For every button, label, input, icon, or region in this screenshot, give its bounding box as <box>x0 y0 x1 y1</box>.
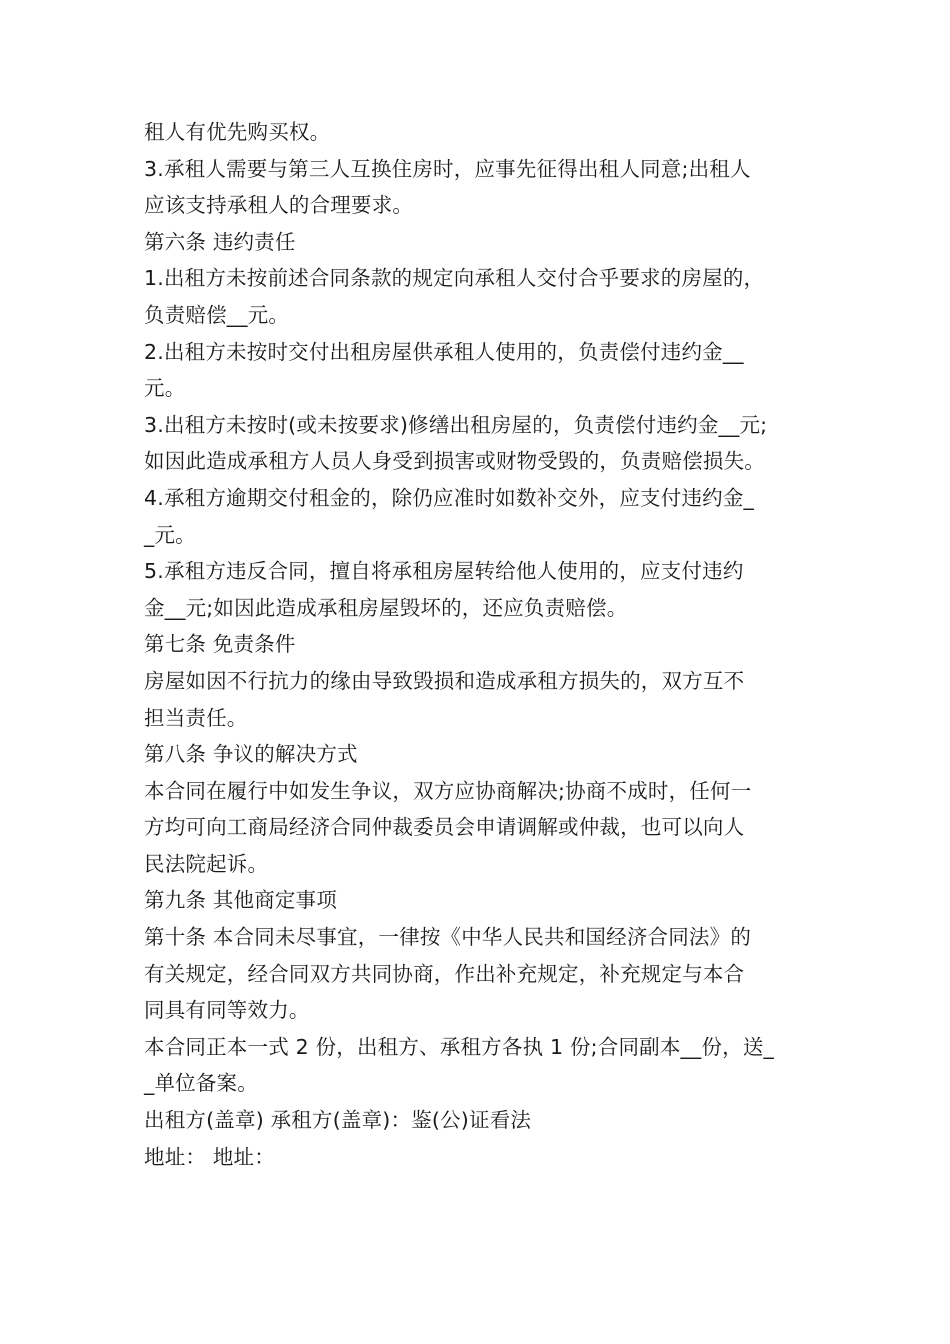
text-line: 应该支持承租人的合理要求。 <box>144 193 414 218</box>
text-line: 3.承租人需要与第三人互换住房时，应事先征得出租人同意;出租人 <box>144 156 751 181</box>
section-heading: 第九条 其他商定事项 <box>144 888 338 913</box>
section-heading: 第六条 违约责任 <box>144 229 296 254</box>
text-line: 本合同正本一式 2 份，出租方、承租方各执 1 份;合同副本__份，送_ <box>144 1034 775 1059</box>
text-line: 3.出租方未按时(或未按要求)修缮出租房屋的，负责偿付违约金__元; <box>144 412 768 437</box>
section-heading: 第八条 争议的解决方式 <box>144 742 358 767</box>
signature-line: 出租方(盖章) 承租方(盖章)：鉴(公)证看法 <box>144 1108 532 1133</box>
text-line: 负责赔偿__元。 <box>144 302 290 327</box>
text-line: 5.承租方违反合同，擅自将承租房屋转给他人使用的，应支付违约 <box>144 559 744 584</box>
text-line: _元。 <box>144 522 196 547</box>
text-line: 租人有优先购买权。 <box>144 120 331 144</box>
document-body <box>144 114 820 1175</box>
section-heading: 第七条 免责条件 <box>144 632 296 657</box>
text-line: 第十条 本合同未尽事宜，一律按《中华人民共和国经济合同法》的 <box>144 925 752 950</box>
text-line: _单位备案。 <box>144 1071 258 1096</box>
text-line: 4.承租方逾期交付租金的，除仍应准时如数补交外，应支付违约金_ <box>144 485 755 510</box>
text-line: 有关规定，经合同双方共同协商，作出补充规定，补充规定与本合 <box>144 961 745 986</box>
text-line: 如因此造成承租方人员人身受到损害或财物受毁的，负责赔偿损失。 <box>144 449 765 474</box>
text-line: 民法院起诉。 <box>144 851 269 876</box>
address-line: 地址： 地址： <box>144 1144 275 1169</box>
text-line: 担当责任。 <box>144 705 248 730</box>
text-line: 元。 <box>144 376 186 401</box>
text-line: 本合同在履行中如发生争议，双方应协商解决;协商不成时，任何一 <box>144 778 752 803</box>
text-line: 同具有同等效力。 <box>144 998 310 1023</box>
text-line: 金__元;如因此造成承租房屋毁坏的，还应负责赔偿。 <box>144 595 628 620</box>
text-line: 2.出租方未按时交付出租房屋供承租人使用的，负责偿付违约金__ <box>144 339 744 364</box>
text-line: 方均可向工商局经济合同仲裁委员会申请调解或仲裁，也可以向人 <box>144 815 745 840</box>
text-line: 房屋如因不行抗力的缘由导致毁损和造成承租方损失的，双方互不 <box>144 668 745 693</box>
text-line: 1.出租方未按前述合同条款的规定向承租人交付合乎要求的房屋的， <box>144 266 765 291</box>
